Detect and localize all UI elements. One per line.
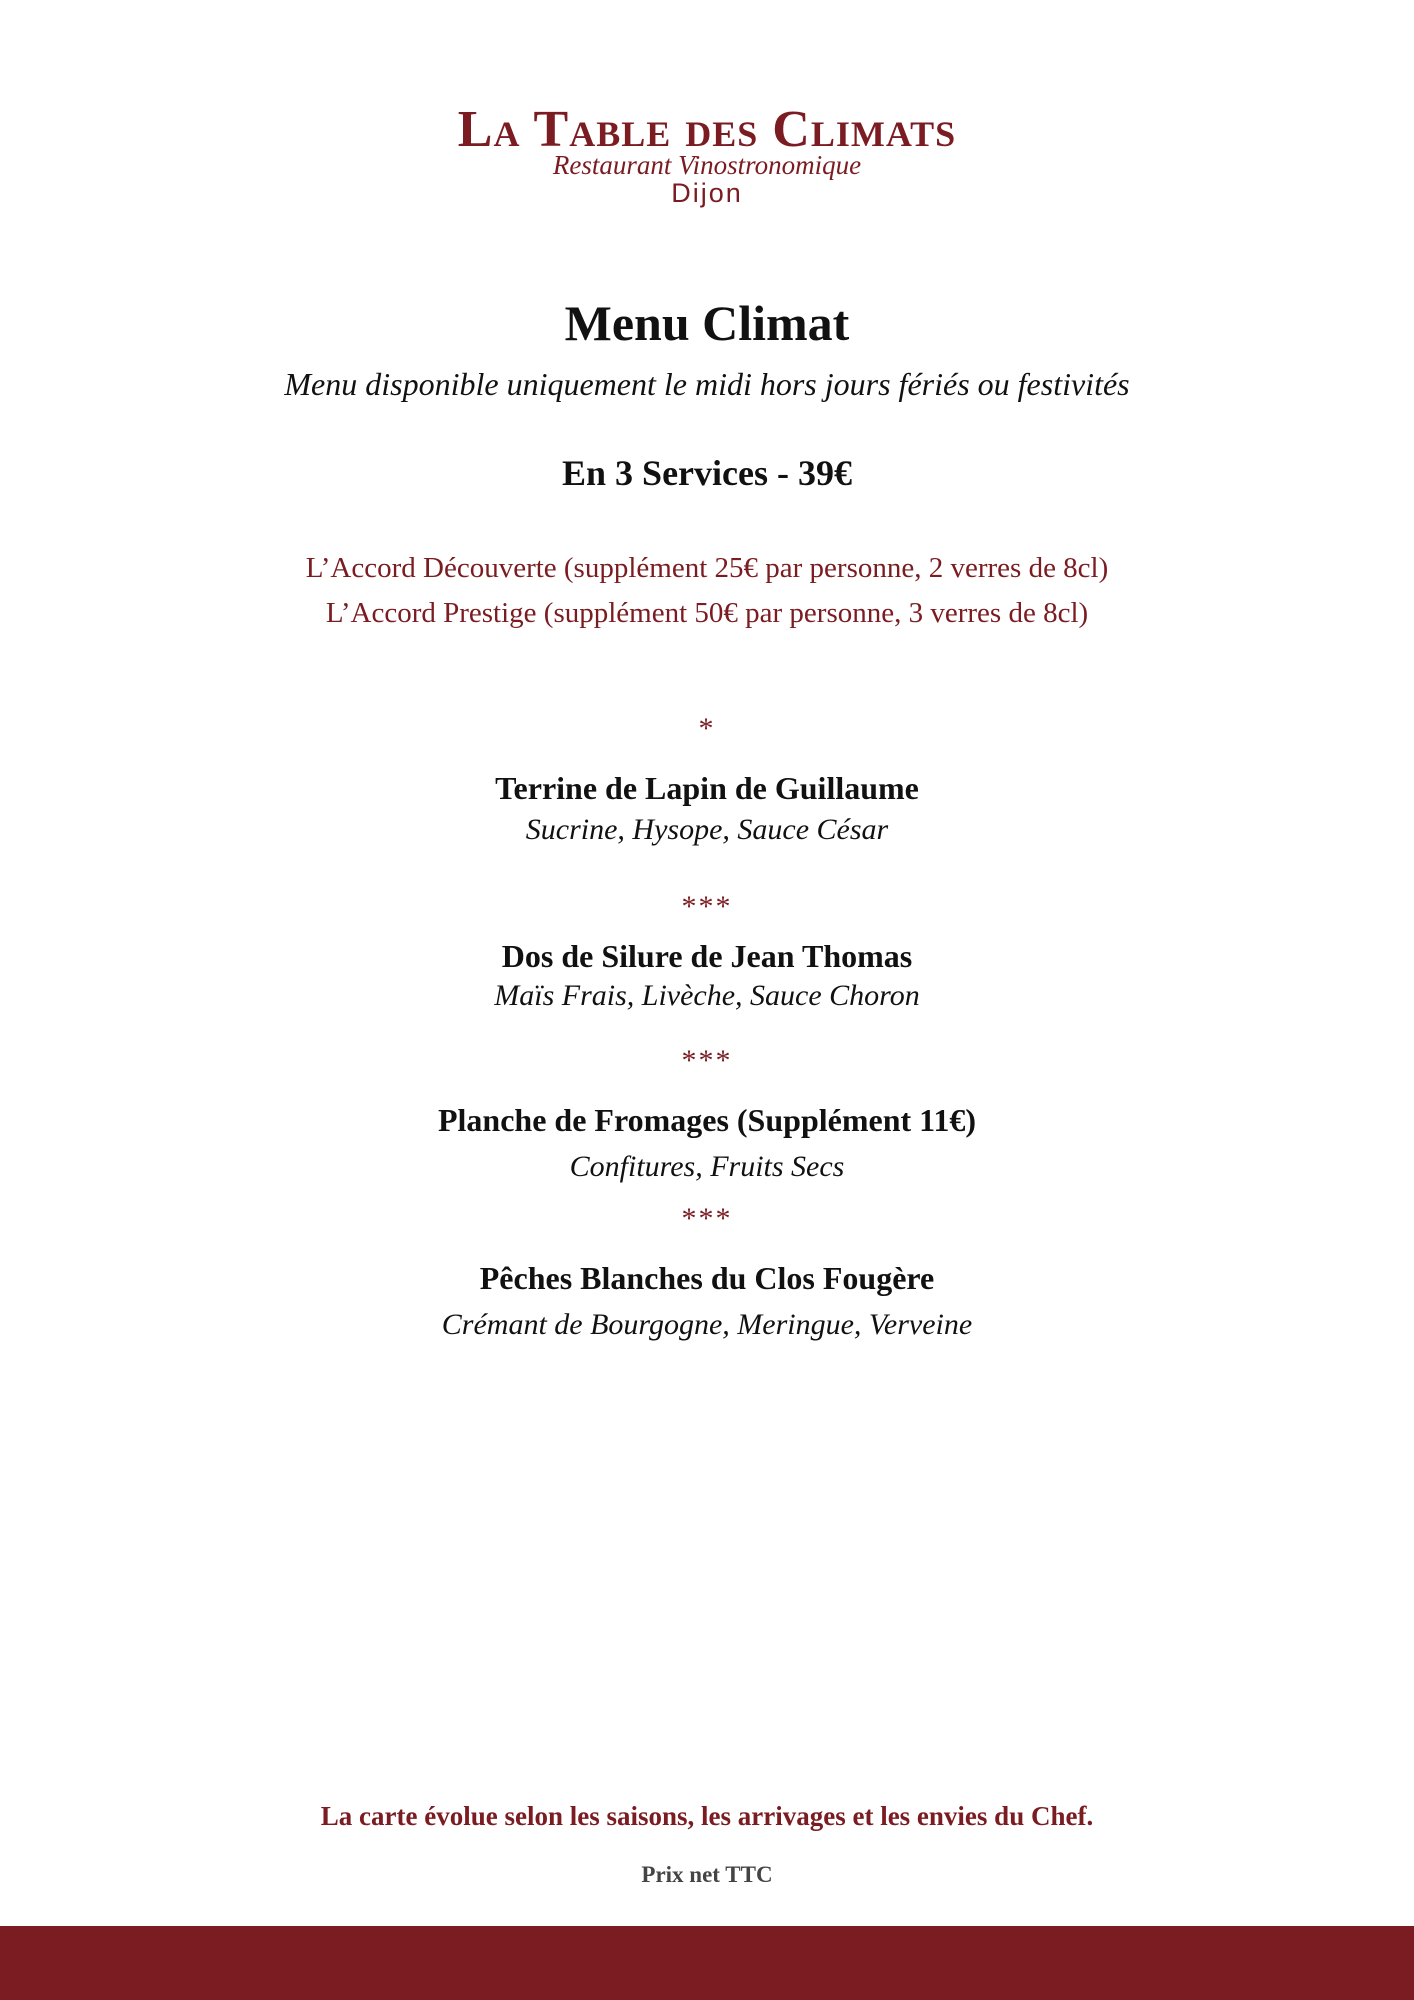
course-separator: ***	[681, 1044, 733, 1077]
course-description: Crémant de Bourgogne, Meringue, Verveine	[441, 1308, 973, 1341]
course-name: Pêches Blanches du Clos Fougère	[479, 1260, 935, 1296]
course-separator: ***	[681, 890, 733, 923]
wine-pairing-prestige: L’Accord Prestige (supplément 50€ par personne, 3 verres de 8cl)	[325, 597, 1089, 629]
footer-seasonal-note: La carte évolue selon les saisons, les arrivages et les envies du Chef.	[320, 1801, 1094, 1831]
menu-title: Menu Climat	[564, 295, 850, 351]
course-description: Sucrine, Hysope, Sauce César	[525, 813, 889, 846]
restaurant-tagline: Restaurant Vinostronomique	[552, 150, 862, 180]
course-description: Confitures, Fruits Secs	[569, 1150, 845, 1183]
course-name: Planche de Fromages (Supplément 11€)	[437, 1102, 977, 1138]
footer-price-note: Prix net TTC	[641, 1862, 773, 1887]
menu-availability-note: Menu disponible uniquement le midi hors jours fériés ou festivités	[284, 366, 1130, 402]
footer-color-bar	[0, 1926, 1414, 2000]
course-description: Maïs Frais, Livèche, Sauce Choron	[494, 979, 920, 1012]
course-separator: *	[698, 712, 716, 745]
course-name: Dos de Silure de Jean Thomas	[501, 938, 913, 974]
wine-pairing-decouverte: L’Accord Découverte (supplément 25€ par personne, 2 verres de 8cl)	[305, 552, 1109, 584]
menu-price: En 3 Services - 39€	[562, 453, 852, 493]
course-separator: ***	[681, 1202, 733, 1235]
restaurant-city: Dijon	[671, 178, 743, 208]
course-name: Terrine de Lapin de Guillaume	[495, 770, 919, 806]
restaurant-logo-title: La Table des Climats	[457, 101, 957, 158]
